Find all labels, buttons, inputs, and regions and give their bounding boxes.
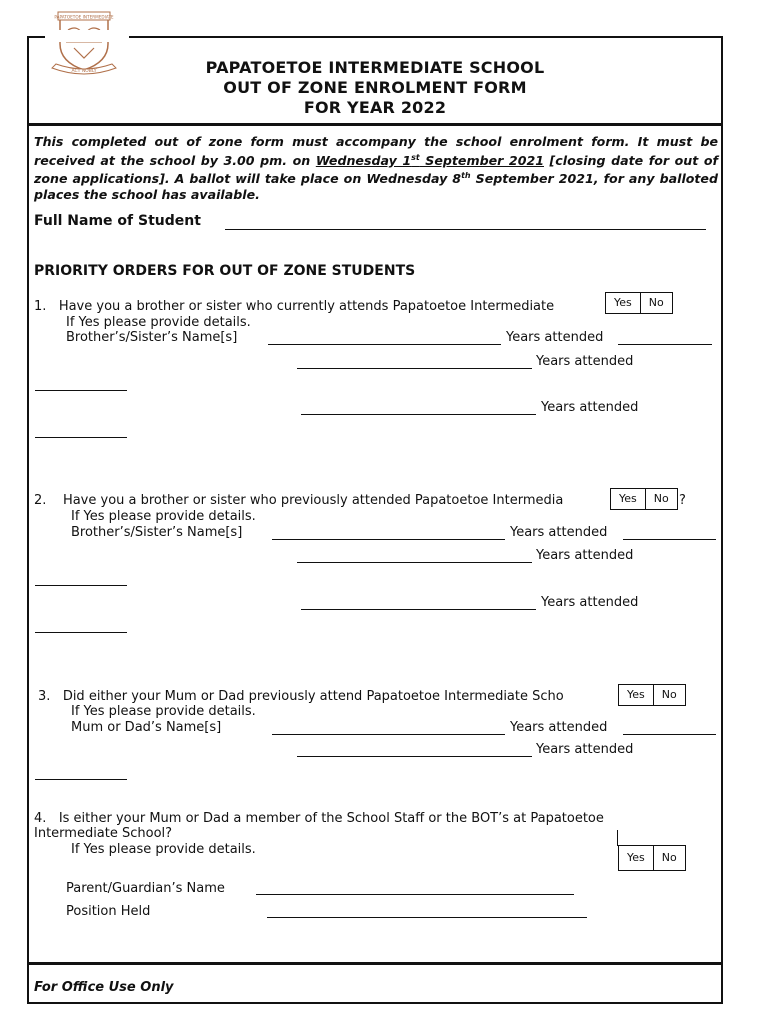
q2-details-label: If Yes please provide details. [71,509,256,524]
q3-years-label-1: Years attended [510,720,608,735]
q3-name-field-1[interactable] [272,734,505,735]
q2-yes-no-box[interactable] [610,488,678,510]
q2-name-field-1[interactable] [272,539,505,540]
q3-name-label: Mum or Dad’s Name[s] [71,720,222,735]
office-use-label: For Office Use Only [34,980,174,995]
q4-no-option[interactable]: No [653,846,685,870]
q1-name-field-3[interactable] [301,414,536,415]
form-year-title: FOR YEAR 2022 [303,98,447,117]
q1-years-field-2[interactable] [35,390,127,391]
q3-yes-no-box[interactable] [618,684,686,706]
q1-years-label-3: Years attended [541,400,639,415]
q2-text: 2. Have you a brother or sister who previously attended Papatoetoe Intermedia [34,493,564,508]
q1-name-field-2[interactable] [297,368,532,369]
parent-name-label: Parent/Guardian’s Name [66,881,225,896]
q2-years-field-1[interactable] [623,539,716,540]
q1-years-field-3[interactable] [35,437,127,438]
q1-years-label-2: Years attended [536,354,634,369]
position-held-label: Position Held [66,904,151,919]
q2-name-field-2[interactable] [297,562,532,563]
priority-heading: PRIORITY ORDERS FOR OUT OF ZONE STUDENTS [34,263,416,279]
q2-years-field-2[interactable] [35,585,127,586]
q1-no-option[interactable]: No [640,293,672,313]
q1-years-label-1: Years attended [506,330,604,345]
footer-divider [27,962,723,965]
crest-banner-text: PAPATOETOE INTERMEDIATE [54,14,114,20]
q4-text-continued: Intermediate School? [34,826,173,841]
q3-name-field-2[interactable] [297,756,532,757]
q4-yes-no-box[interactable] [618,845,686,871]
q2-name-field-3[interactable] [301,609,536,610]
q3-yes-option[interactable]: Yes [627,688,645,701]
q1-text: 1. Have you a brother or sister who currently attends Papatoetoe Intermediate [34,299,555,314]
q1-yes-no-box[interactable] [605,292,673,314]
q2-years-label-2: Years attended [536,548,634,563]
q3-text: 3. Did either your Mum or Dad previously attend Papatoetoe Intermediate Scho [38,689,564,704]
form-title: OUT OF ZONE ENROLMENT FORM [223,78,527,97]
q4-details-label: If Yes please provide details. [71,842,256,857]
q3-years-label-2: Years attended [536,742,634,757]
q1-name-field-1[interactable] [268,344,501,345]
q3-details-label: If Yes please provide details. [71,704,256,719]
q2-no-option[interactable]: No [645,489,677,509]
crest-motto-text: ACT NOBLY [71,69,97,74]
q2-yes-option[interactable]: Yes [619,492,637,505]
q3-years-field-2[interactable] [35,779,127,780]
parent-name-field[interactable] [256,894,574,895]
q2-years-label-3: Years attended [541,595,639,610]
q2-question-mark: ? [679,493,686,508]
q2-name-label: Brother’s/Sister’s Name[s] [71,525,243,540]
q3-years-field-1[interactable] [623,734,716,735]
q2-years-label-1: Years attended [510,525,608,540]
q4-yes-option[interactable]: Yes [627,851,645,864]
full-name-label: Full Name of Student [34,213,201,229]
full-name-field[interactable] [225,229,706,230]
q4-text: 4. Is either your Mum or Dad a member of the School Staff or the BOT’s at Papatoetoe [34,811,604,826]
logo-gap [45,30,129,42]
q1-name-label: Brother’s/Sister’s Name[s] [66,330,238,345]
intro-paragraph: This completed out of zone form must accompany the school enrolment form. It must be received at the school by 3.00 pm. on Wednesday 1st September 2021 [closing date for out of zone applications]. A ballot will take place on Wednesday 8th September 2021, for any balloted places the school has available. [34,134,718,202]
header-divider [27,123,723,126]
school-name-title: PAPATOETOE INTERMEDIATE SCHOOL [205,58,545,77]
q1-yes-option[interactable]: Yes [614,296,632,309]
q3-no-option[interactable]: No [653,685,685,705]
position-held-field[interactable] [267,917,587,918]
q4-divider-mark [617,830,618,846]
q2-years-field-3[interactable] [35,632,127,633]
q1-details-label: If Yes please provide details. [66,315,251,330]
q1-years-field-1[interactable] [618,344,712,345]
